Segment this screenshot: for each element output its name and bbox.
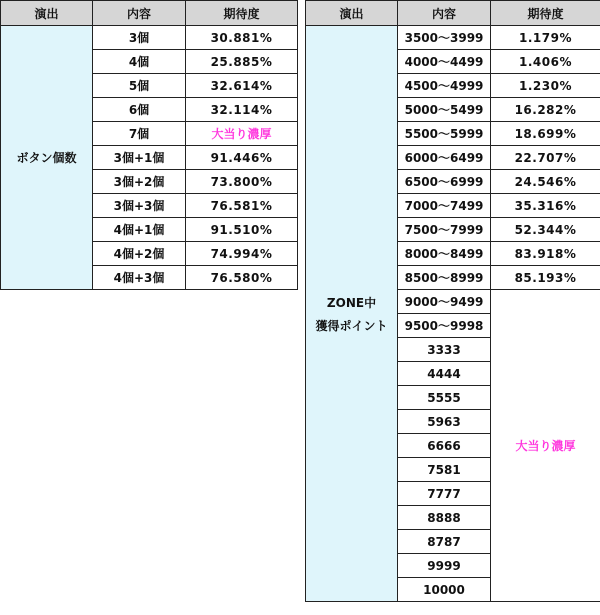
content-cell: 6666 [398, 434, 491, 458]
content-cell: 7581 [398, 458, 491, 482]
content-cell: 7777 [398, 482, 491, 506]
rate-cell: 35.316% [491, 194, 600, 218]
rate-cell: 24.546% [491, 170, 600, 194]
content-cell: 3500～3999 [398, 26, 491, 50]
content-cell: 7000～7499 [398, 194, 491, 218]
content-cell: 3個+2個 [93, 170, 186, 194]
category-cell: ボタン個数 [1, 26, 93, 290]
rate-cell: 1.179% [491, 26, 600, 50]
content-cell: 5000～5499 [398, 98, 491, 122]
content-cell: 9999 [398, 554, 491, 578]
content-cell: 5963 [398, 410, 491, 434]
content-cell: 5555 [398, 386, 491, 410]
content-cell: 8888 [398, 506, 491, 530]
content-cell: 3個+3個 [93, 194, 186, 218]
header-expectation: 期待度 [491, 1, 600, 26]
content-cell: 6500～6999 [398, 170, 491, 194]
content-cell: 4個+3個 [93, 266, 186, 290]
category-cell [306, 26, 398, 602]
table-row [1, 26, 298, 50]
rate-cell: 76.581% [186, 194, 298, 218]
rate-cell: 83.918% [491, 242, 600, 266]
rate-cell: 32.114% [186, 98, 298, 122]
rate-cell: 85.193% [491, 266, 600, 290]
rate-cell: 大当り濃厚 [186, 122, 298, 146]
content-cell: 4500～4999 [398, 74, 491, 98]
content-cell: 8000～8499 [398, 242, 491, 266]
rate-cell: 91.510% [186, 218, 298, 242]
header-effect: 演出 [1, 1, 93, 26]
rate-cell: 30.881% [186, 26, 298, 50]
rate-cell: 25.885% [186, 50, 298, 74]
content-cell: 4000～4499 [398, 50, 491, 74]
rate-cell: 73.800% [186, 170, 298, 194]
rate-cell: 1.406% [491, 50, 600, 74]
header-content: 内容 [93, 1, 186, 26]
button-count-table [0, 0, 298, 290]
content-cell: 5個 [93, 74, 186, 98]
header-content: 内容 [398, 1, 491, 26]
category-line: ZONE中 [326, 295, 377, 310]
header-effect: 演出 [306, 1, 398, 26]
content-cell: 4個 [93, 50, 186, 74]
rate-cell: 1.230% [491, 74, 600, 98]
content-cell: 8787 [398, 530, 491, 554]
header-row [306, 1, 600, 26]
table-row [306, 26, 600, 50]
rate-cell: 52.344% [491, 218, 600, 242]
rate-cell: 18.699% [491, 122, 600, 146]
rate-cell: 74.994% [186, 242, 298, 266]
rate-cell: 76.580% [186, 266, 298, 290]
jackpot-cell: 大当り濃厚 [491, 290, 600, 602]
content-cell: 5500～5999 [398, 122, 491, 146]
content-cell: 3個+1個 [93, 146, 186, 170]
header-expectation: 期待度 [186, 1, 298, 26]
content-cell: 4444 [398, 362, 491, 386]
content-cell: 6000～6499 [398, 146, 491, 170]
rate-cell: 16.282% [491, 98, 600, 122]
zone-points-table [305, 0, 600, 602]
content-cell: 9000～9499 [398, 290, 491, 314]
content-cell: 7500～7999 [398, 218, 491, 242]
content-cell: 7個 [93, 122, 186, 146]
content-cell: 3個 [93, 26, 186, 50]
content-cell: 3333 [398, 338, 491, 362]
content-cell: 4個+2個 [93, 242, 186, 266]
content-cell: 6個 [93, 98, 186, 122]
rate-cell: 91.446% [186, 146, 298, 170]
content-cell: 10000 [398, 578, 491, 602]
header-row [1, 1, 298, 26]
content-cell: 4個+1個 [93, 218, 186, 242]
category-line: 獲得ポイント [315, 318, 388, 333]
rate-cell: 22.707% [491, 146, 600, 170]
rate-cell: 32.614% [186, 74, 298, 98]
content-cell: 8500～8999 [398, 266, 491, 290]
content-cell: 9500～9998 [398, 314, 491, 338]
